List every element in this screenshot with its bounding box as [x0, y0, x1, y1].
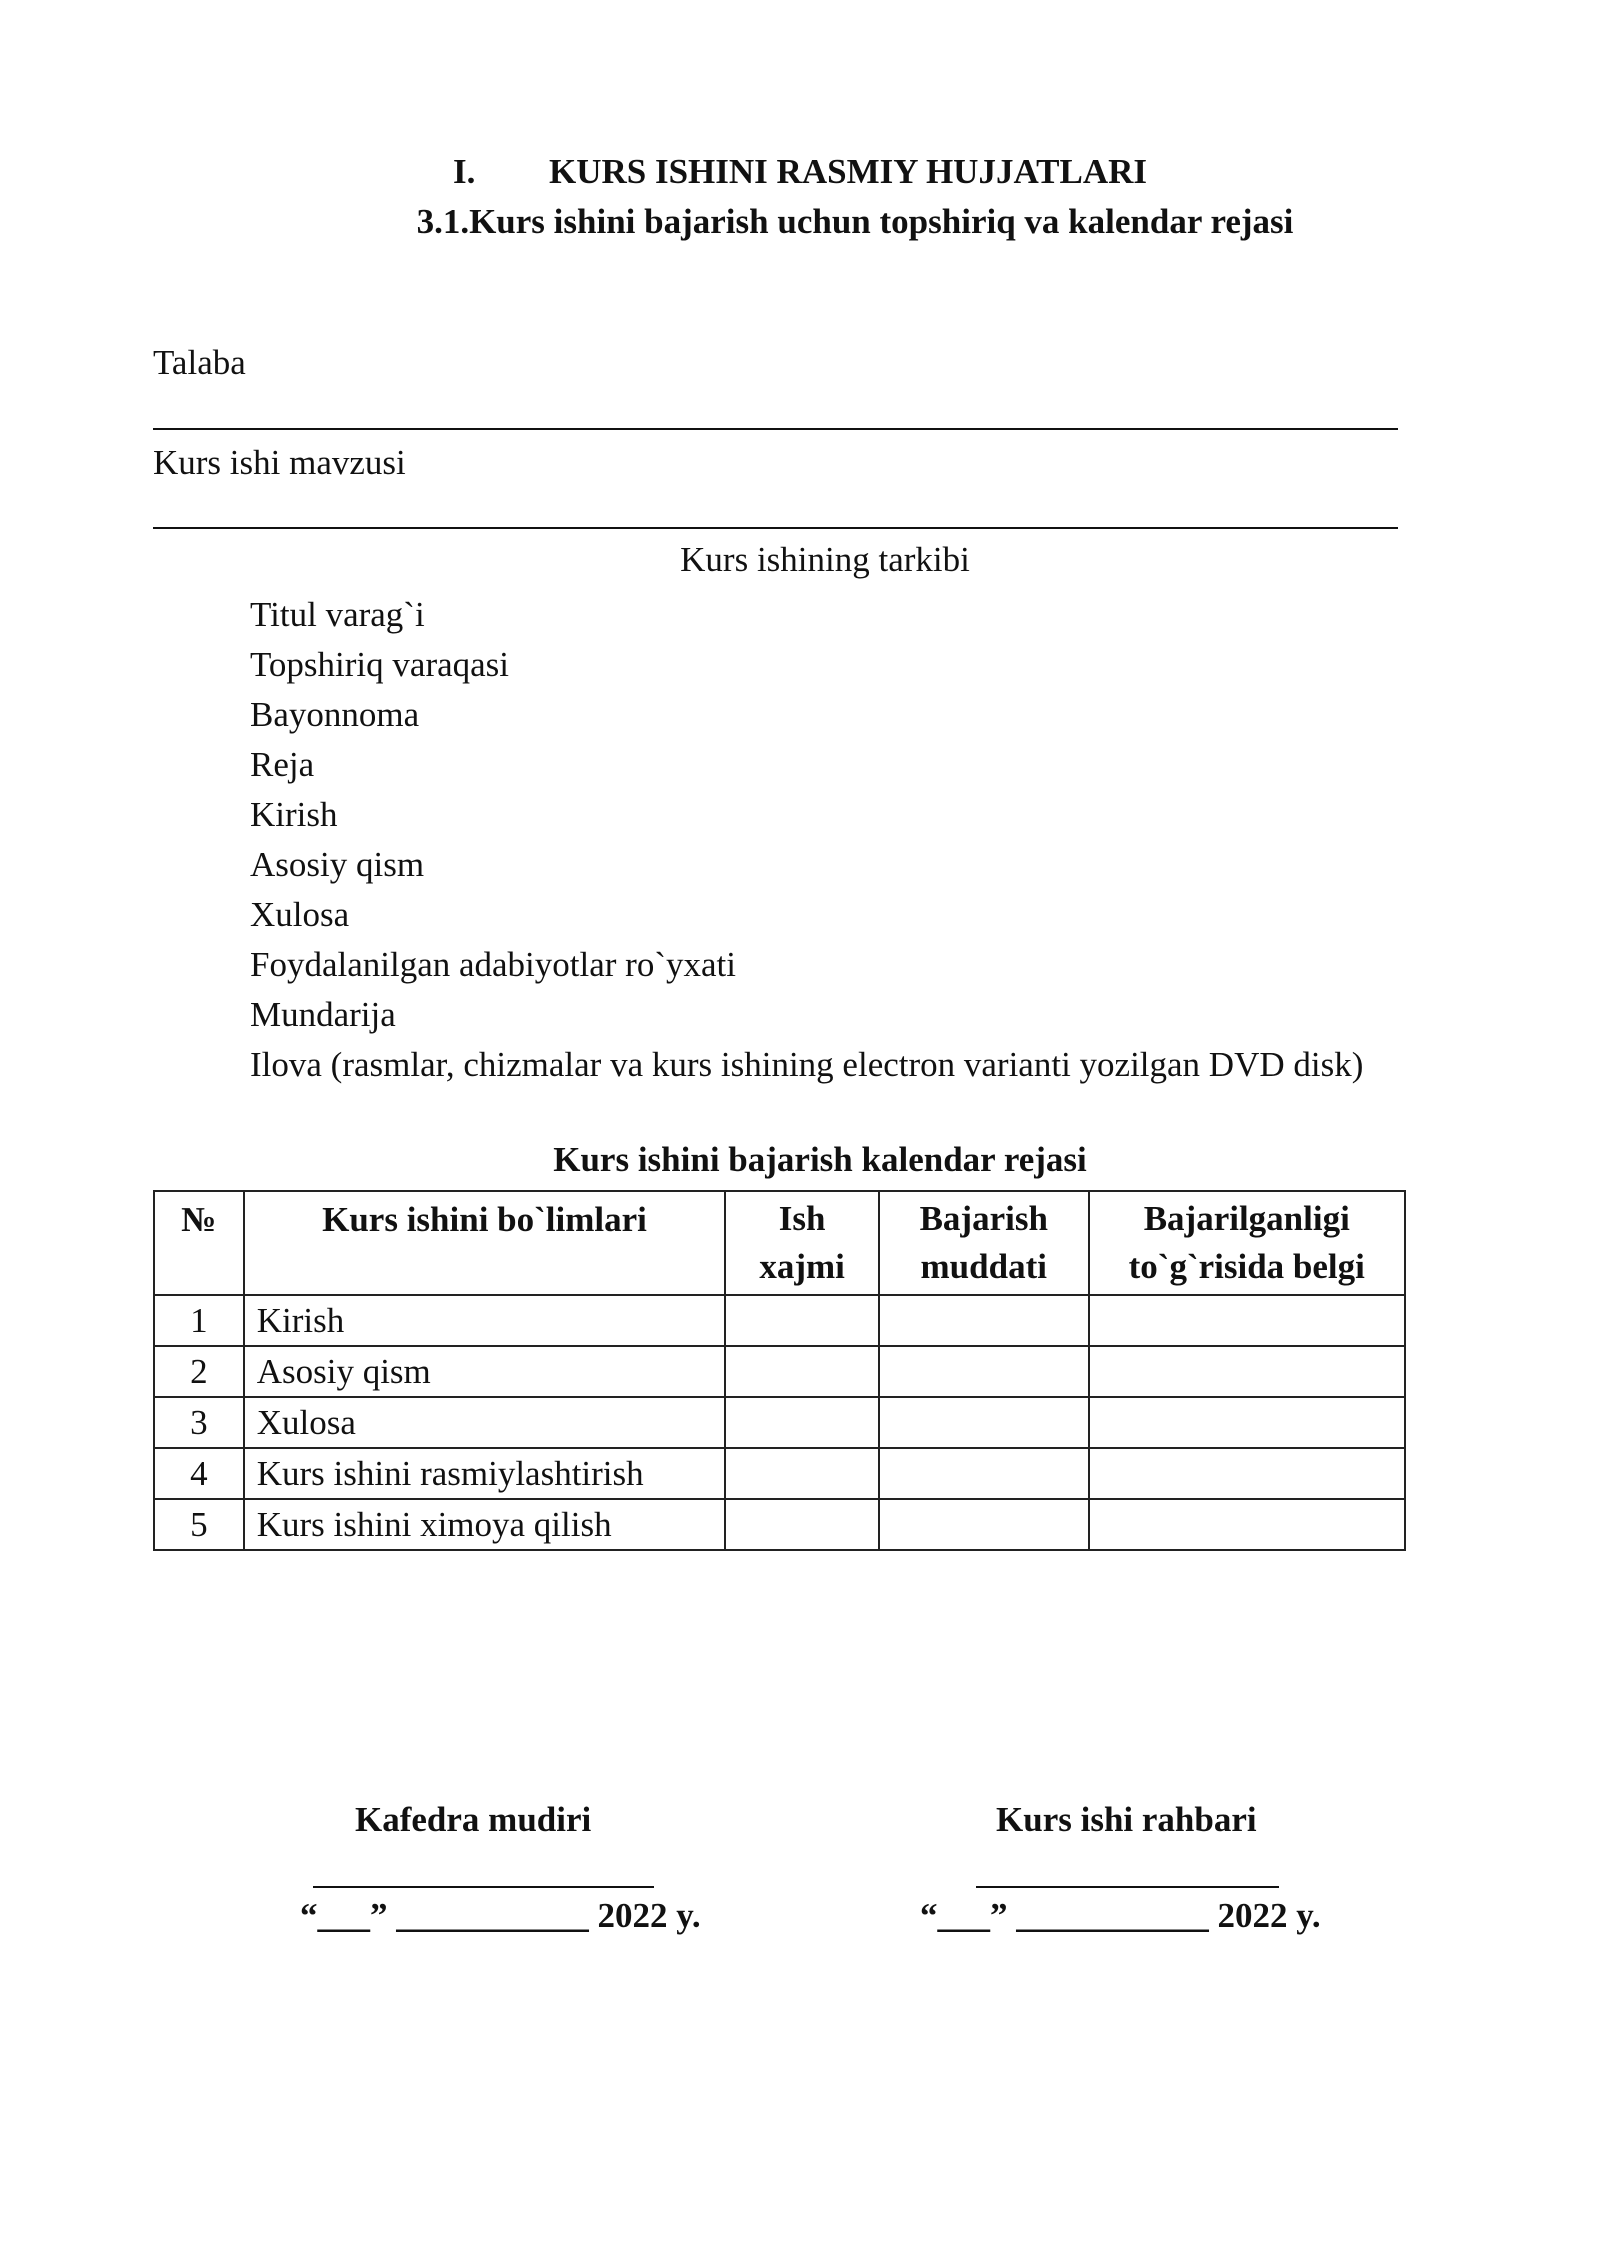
composition-list: [250, 590, 1363, 1090]
header-volume-line1: Ish: [778, 1199, 826, 1238]
table-row: [154, 1448, 1405, 1499]
list-item: Asosiy qism: [250, 845, 425, 884]
department-head-signature-line: [313, 1886, 654, 1888]
header-deadline: [879, 1191, 1089, 1295]
row-mark-cell[interactable]: [1089, 1397, 1405, 1448]
row-number: 2: [154, 1346, 244, 1397]
header-volume: [725, 1191, 879, 1295]
row-mark-cell[interactable]: [1089, 1295, 1405, 1346]
list-item: Bayonnoma: [250, 695, 420, 734]
header-sections: Kurs ishini bo`limlari: [244, 1191, 726, 1295]
table-row: [154, 1346, 1405, 1397]
header-volume-line2: xajmi: [759, 1247, 845, 1286]
row-mark-cell[interactable]: [1089, 1346, 1405, 1397]
row-number: 3: [154, 1397, 244, 1448]
table-row: [154, 1295, 1405, 1346]
table-header-row: [154, 1191, 1405, 1295]
row-volume-cell[interactable]: [725, 1295, 879, 1346]
composition-title: Kurs ishining tarkibi: [680, 540, 970, 579]
row-mark-cell[interactable]: [1089, 1499, 1405, 1550]
list-item: Foydalanilgan adabiyotlar ro`yxati: [250, 945, 736, 984]
section-number: I.: [452, 152, 476, 191]
supervisor-signature-line: [976, 1886, 1279, 1888]
supervisor-title: Kurs ishi rahbari: [996, 1800, 1257, 1839]
row-volume-cell[interactable]: [725, 1397, 879, 1448]
header-mark-line2: to`g`risida belgi: [1128, 1247, 1365, 1286]
list-item: Mundarija: [250, 995, 396, 1034]
row-section: Kurs ishini ximoya qilish: [244, 1499, 726, 1550]
list-item: Ilova (rasmlar, chizmalar va kurs ishining electron varianti yozilgan DVD disk): [250, 1045, 1364, 1084]
topic-fill-line: [153, 527, 1398, 529]
section-heading: [0, 152, 1600, 192]
header-mark: [1089, 1191, 1405, 1295]
table-row: [154, 1397, 1405, 1448]
row-volume-cell[interactable]: [725, 1448, 879, 1499]
row-deadline-cell[interactable]: [879, 1295, 1089, 1346]
row-volume-cell[interactable]: [725, 1499, 879, 1550]
section-title: KURS ISHINI RASMIY HUJJATLARI: [548, 152, 1147, 191]
list-item: Kirish: [250, 795, 338, 834]
department-head-title: Kafedra mudiri: [355, 1800, 592, 1839]
row-deadline-cell[interactable]: [879, 1346, 1089, 1397]
row-section: Kurs ishini rasmiylashtirish: [244, 1448, 726, 1499]
list-item: Reja: [250, 745, 315, 784]
student-label: Talaba: [153, 343, 246, 382]
row-deadline-cell[interactable]: [879, 1448, 1089, 1499]
row-number: 5: [154, 1499, 244, 1550]
row-deadline-cell[interactable]: [879, 1499, 1089, 1550]
row-number: 4: [154, 1448, 244, 1499]
department-head-date: “___” ___________ 2022 y.: [300, 1896, 701, 1935]
row-number: 1: [154, 1295, 244, 1346]
row-mark-cell[interactable]: [1089, 1448, 1405, 1499]
header-deadline-line1: Bajarish: [919, 1199, 1048, 1238]
plan-table-title: Kurs ishini bajarish kalendar rejasi: [553, 1140, 1087, 1179]
table-row: [154, 1499, 1405, 1550]
row-section: Xulosa: [244, 1397, 726, 1448]
header-number: №: [154, 1191, 244, 1295]
row-section: Kirish: [244, 1295, 726, 1346]
header-deadline-line2: muddati: [920, 1247, 1047, 1286]
student-fill-line: [153, 428, 1398, 430]
calendar-plan-table: [153, 1190, 1406, 1551]
supervisor-date: “___” ___________ 2022 y.: [920, 1896, 1321, 1935]
header-mark-line1: Bajarilganligi: [1143, 1199, 1350, 1238]
topic-label: Kurs ishi mavzusi: [153, 443, 406, 482]
row-section: Asosiy qism: [244, 1346, 726, 1397]
row-volume-cell[interactable]: [725, 1346, 879, 1397]
list-item: Topshiriq varaqasi: [250, 645, 510, 684]
list-item: Xulosa: [250, 895, 350, 934]
row-deadline-cell[interactable]: [879, 1397, 1089, 1448]
list-item: Titul varag`i: [250, 595, 425, 634]
page-subtitle: 3.1.Kurs ishini bajarish uchun topshiriq va kalendar rejasi: [416, 202, 1294, 241]
